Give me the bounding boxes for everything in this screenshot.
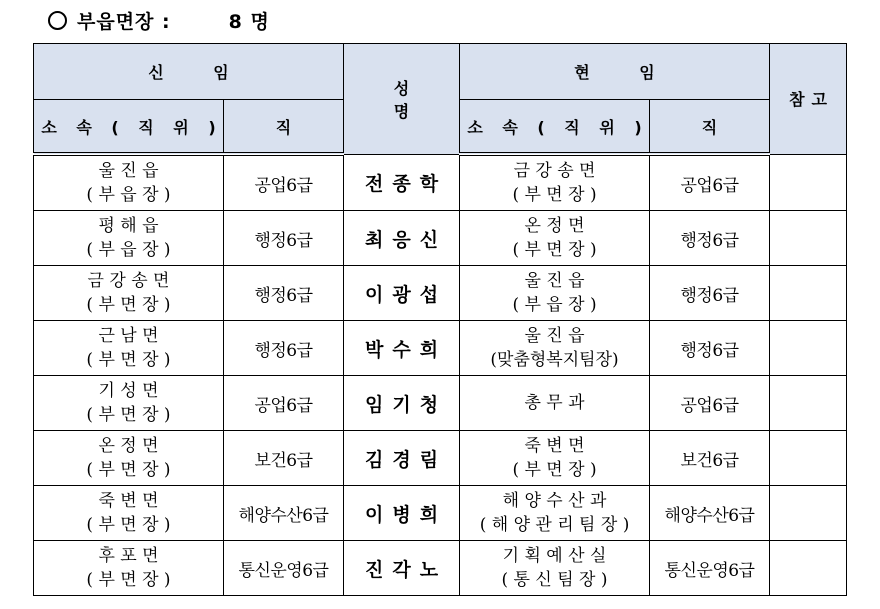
- current-org: 울 진 읍: [524, 271, 585, 291]
- new-affiliation-cell: [34, 211, 224, 266]
- current-affiliation-cell: [460, 154, 650, 211]
- header-current-grade: 직: [650, 100, 770, 155]
- new-org: 울 진 읍: [98, 161, 159, 181]
- new-affiliation-cell: [34, 541, 224, 596]
- current-position: (맞춤형복지팀장): [490, 350, 619, 370]
- new-org: 후 포 면: [98, 546, 159, 566]
- new-position: ( 부 면 장 ): [86, 570, 171, 590]
- table-row: [34, 154, 847, 211]
- current-grade: 통신운영6급: [650, 541, 770, 596]
- header-name: 성 명: [344, 44, 460, 155]
- header-current: 현 임: [460, 44, 770, 100]
- current-position: ( 부 면 장 ): [512, 460, 597, 480]
- current-grade: 보건6급: [650, 431, 770, 486]
- heading-count: 8 명: [228, 10, 270, 33]
- table-row: [34, 431, 847, 486]
- table-row: [34, 486, 847, 541]
- personnel-table: [33, 43, 847, 596]
- new-affiliation-cell: [34, 431, 224, 486]
- header-new-org: 소 속 ( 직 위 ): [34, 100, 224, 155]
- current-grade: 행정6급: [650, 321, 770, 376]
- new-grade: 해양수산6급: [224, 486, 344, 541]
- current-grade: 행정6급: [650, 266, 770, 321]
- person-name: 이광섭: [344, 266, 460, 321]
- note-cell: [770, 376, 847, 431]
- table-row: [34, 541, 847, 596]
- current-affiliation-cell: [460, 376, 650, 431]
- current-affiliation-cell: [460, 486, 650, 541]
- current-org: 총 무 과: [524, 393, 585, 413]
- table-row: [34, 321, 847, 376]
- new-grade: 행정6급: [224, 266, 344, 321]
- current-affiliation-cell: [460, 541, 650, 596]
- current-org: 해 양 수 산 과: [502, 491, 607, 511]
- new-affiliation-cell: [34, 266, 224, 321]
- new-org: 온 정 면: [98, 436, 159, 456]
- new-affiliation-cell: [34, 154, 224, 211]
- current-org: 금 강 송 면: [513, 161, 596, 181]
- current-position: ( 해 양 관 리 팀 장 ): [479, 515, 630, 535]
- new-affiliation-cell: [34, 486, 224, 541]
- current-org: 울 진 읍: [524, 326, 585, 346]
- header-new: 신 임: [34, 44, 344, 100]
- new-position: ( 부 면 장 ): [86, 515, 171, 535]
- current-org: 온 정 면: [524, 216, 585, 236]
- current-position: ( 통 신 팀 장 ): [501, 570, 608, 590]
- table-row: [34, 211, 847, 266]
- circle-bullet-icon: [48, 11, 67, 30]
- current-grade: 행정6급: [650, 211, 770, 266]
- person-name: 임기청: [344, 376, 460, 431]
- current-org: 기 획 예 산 실: [502, 546, 607, 566]
- new-position: ( 부 면 장 ): [86, 460, 171, 480]
- note-cell: [770, 431, 847, 486]
- header-note: 참고: [770, 44, 847, 155]
- new-position: ( 부 읍 장 ): [86, 240, 171, 260]
- new-org: 근 남 면: [98, 326, 159, 346]
- new-grade: 공업6급: [224, 154, 344, 211]
- new-position: ( 부 면 장 ): [86, 405, 171, 425]
- heading-title: 부읍면장 :: [77, 10, 171, 33]
- new-affiliation-cell: [34, 376, 224, 431]
- person-name: 김경림: [344, 431, 460, 486]
- new-position: ( 부 면 장 ): [86, 350, 171, 370]
- current-grade: 공업6급: [650, 154, 770, 211]
- person-name: 전종학: [344, 154, 460, 211]
- table-row: [34, 376, 847, 431]
- person-name: 박수희: [344, 321, 460, 376]
- current-affiliation-cell: [460, 431, 650, 486]
- current-position: ( 부 면 장 ): [512, 185, 597, 205]
- current-position: ( 부 읍 장 ): [512, 295, 597, 315]
- new-grade: 행정6급: [224, 211, 344, 266]
- note-cell: [770, 541, 847, 596]
- person-name: 진각노: [344, 541, 460, 596]
- header-current-org: 소 속 ( 직 위 ): [460, 100, 650, 155]
- new-grade: 통신운영6급: [224, 541, 344, 596]
- new-position: ( 부 읍 장 ): [86, 185, 171, 205]
- new-org: 죽 변 면: [98, 491, 159, 511]
- new-affiliation-cell: [34, 321, 224, 376]
- current-grade: 공업6급: [650, 376, 770, 431]
- current-affiliation-cell: [460, 211, 650, 266]
- new-grade: 보건6급: [224, 431, 344, 486]
- current-position: ( 부 면 장 ): [512, 240, 597, 260]
- note-cell: [770, 266, 847, 321]
- new-grade: 행정6급: [224, 321, 344, 376]
- note-cell: [770, 154, 847, 211]
- person-name: 이병희: [344, 486, 460, 541]
- note-cell: [770, 211, 847, 266]
- note-cell: [770, 321, 847, 376]
- current-affiliation-cell: [460, 321, 650, 376]
- new-grade: 공업6급: [224, 376, 344, 431]
- note-cell: [770, 486, 847, 541]
- person-name: 최응신: [344, 211, 460, 266]
- section-heading: [48, 6, 270, 34]
- current-affiliation-cell: [460, 266, 650, 321]
- current-grade: 해양수산6급: [650, 486, 770, 541]
- current-org: 죽 변 면: [524, 436, 585, 456]
- new-org: 기 성 면: [98, 381, 159, 401]
- table-row: [34, 266, 847, 321]
- new-org: 금 강 송 면: [87, 271, 170, 291]
- new-position: ( 부 면 장 ): [86, 295, 171, 315]
- header-new-grade: 직: [224, 100, 344, 155]
- new-org: 평 해 읍: [98, 216, 159, 236]
